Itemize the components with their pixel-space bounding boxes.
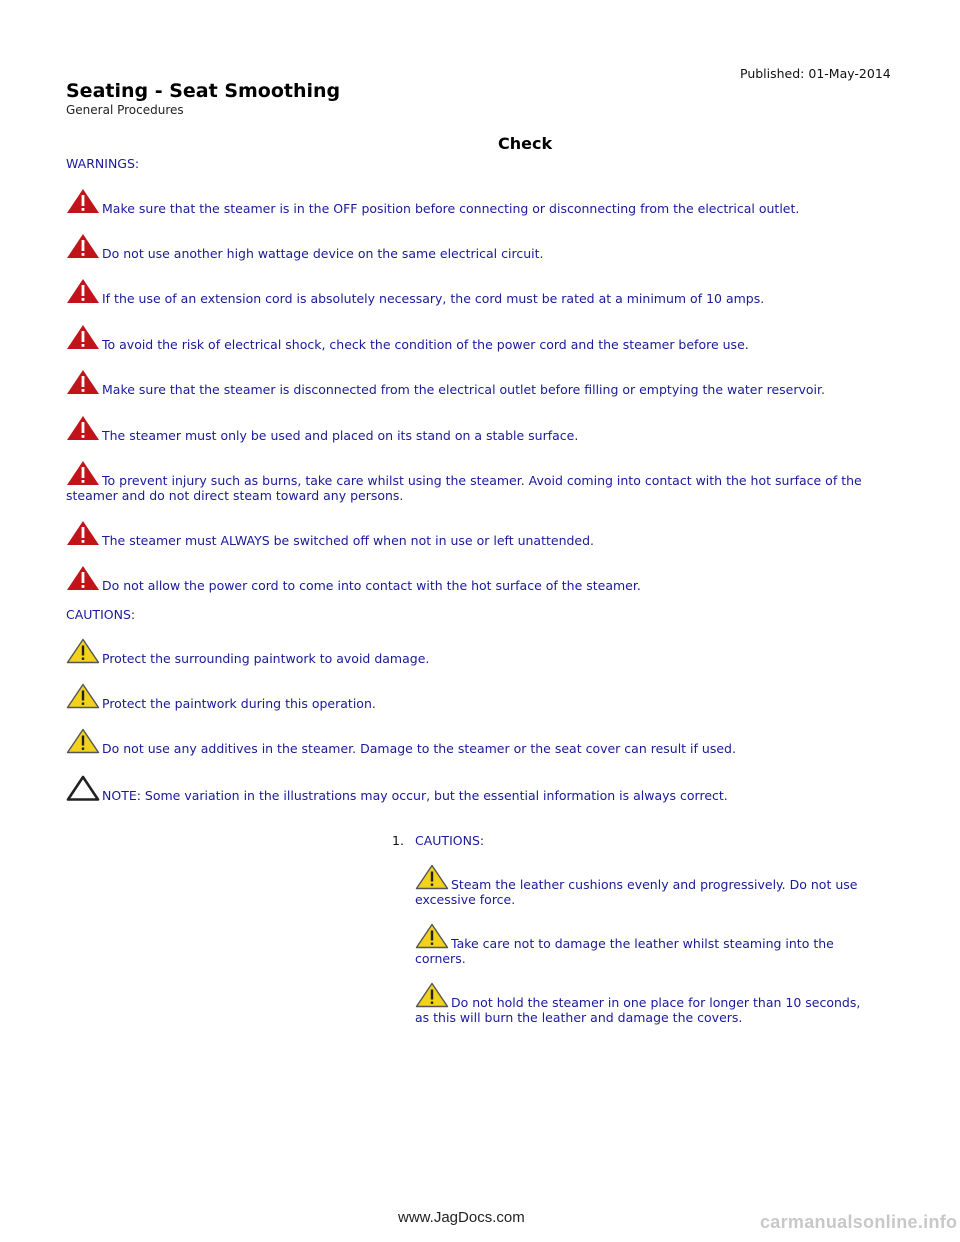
caution-icon [66, 683, 102, 711]
cautions-label: CAUTIONS: [66, 607, 136, 622]
caution-text: Protect the paintwork during this operation. [102, 696, 376, 711]
warning-icon [66, 415, 102, 443]
warning-text: Make sure that the steamer is in the OFF position before connecting or disconnecting from the electrical outlet. [102, 201, 800, 216]
step-caution-row [415, 923, 875, 966]
page-subtitle: General Procedures [66, 103, 184, 117]
warning-text: The steamer must only be used and placed on its stand on a stable surface. [102, 428, 579, 443]
warning-text: Do not use another high wattage device on the same electrical circuit. [102, 246, 544, 261]
step-number: 1. [392, 833, 404, 848]
warning-text: To prevent injury such as burns, take care whilst using the steamer. Avoid coming into contact with the hot surface of the steamer and do not direct steam toward any persons. [66, 473, 862, 503]
step-caution-row [415, 982, 875, 1025]
caution-text: Do not use any additives in the steamer. Damage to the steamer or the seat cover can result if used. [102, 741, 736, 756]
warning-row [66, 565, 886, 593]
warning-icon [66, 188, 102, 216]
watermark: carmanualsonline.info [760, 1212, 958, 1232]
warning-row [66, 278, 886, 306]
caution-icon [66, 728, 102, 756]
note-row [66, 775, 886, 803]
warning-row [66, 188, 886, 216]
warning-icon [66, 460, 102, 488]
warning-icon [66, 278, 102, 306]
warning-row [66, 324, 886, 352]
page-title: Seating - Seat Smoothing [66, 80, 341, 102]
warning-icon [66, 324, 102, 352]
warning-row [66, 460, 886, 503]
warning-text: The steamer must ALWAYS be switched off when not in use or left unattended. [102, 533, 595, 548]
warning-text: Make sure that the steamer is disconnected from the electrical outlet before filling or emptying the water reservoir. [102, 382, 825, 397]
caution-row [66, 683, 886, 711]
caution-text: Take care not to damage the leather whilst steaming into the corners. [415, 936, 834, 966]
warning-icon [66, 520, 102, 548]
warning-text: To avoid the risk of electrical shock, check the condition of the power cord and the steamer before use. [102, 337, 749, 352]
warning-row [66, 233, 886, 261]
warning-row [66, 369, 886, 397]
caution-icon [415, 923, 451, 951]
caution-row [66, 728, 886, 756]
step-cautions-label: CAUTIONS: [415, 833, 485, 848]
caution-text: Steam the leather cushions evenly and progressively. Do not use excessive force. [415, 877, 858, 907]
warning-row [66, 415, 886, 443]
note-icon [66, 775, 102, 803]
caution-text: Protect the surrounding paintwork to avoid damage. [102, 651, 430, 666]
warning-row [66, 520, 886, 548]
caution-text: Do not hold the steamer in one place for longer than 10 seconds, as this will burn the leather and damage the covers. [415, 995, 861, 1025]
published-date: Published: 01-May-2014 [740, 66, 891, 81]
warning-text: Do not allow the power cord to come into contact with the hot surface of the steamer. [102, 578, 641, 593]
warnings-label: WARNINGS: [66, 156, 140, 171]
caution-icon [66, 638, 102, 666]
step-caution-row [415, 864, 875, 907]
warning-icon [66, 369, 102, 397]
caution-row [66, 638, 886, 666]
footer-source: www.JagDocs.com [398, 1209, 525, 1226]
warning-icon [66, 565, 102, 593]
caution-icon [415, 982, 451, 1010]
section-title: Check [498, 134, 553, 153]
note-text: NOTE: Some variation in the illustrations may occur, but the essential information is always correct. [102, 788, 728, 803]
warning-icon [66, 233, 102, 261]
caution-icon [415, 864, 451, 892]
step-body [415, 833, 875, 1025]
warning-text: If the use of an extension cord is absolutely necessary, the cord must be rated at a minimum of 10 amps. [102, 291, 765, 306]
